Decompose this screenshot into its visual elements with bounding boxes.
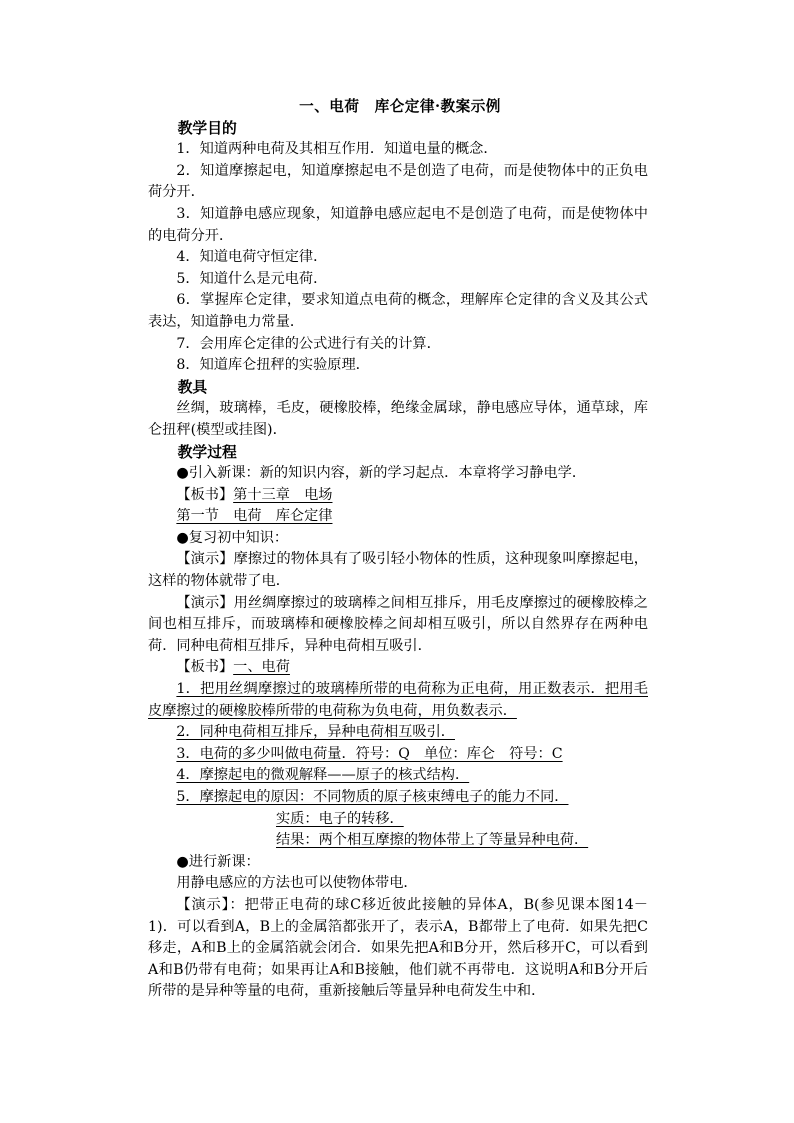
demo-paragraph: 【演示】用丝绸摩擦过的玻璃棒之间相互排斥，用毛皮摩擦过的硬橡胶棒之间也相互排斥，而玻璃棒和硬橡胶棒之间却相互吸引，所以自然界存在两种电荷．同种电荷相互排斥，异种电荷相互吸引． bbox=[148, 594, 648, 654]
demo-paragraph: 【演示】摩擦过的物体具有了吸引轻小物体的性质，这种现象叫摩擦起电，这样的物体就带了电． bbox=[148, 551, 648, 590]
goal-item: 5．知道什么是元电荷． bbox=[176, 270, 328, 287]
board-item bbox=[148, 722, 648, 744]
board-item-text: 3．电荷的多少叫做电荷量．符号：Q 单位：库仑 符号：C bbox=[176, 745, 563, 762]
chapter-title: 第十三章 电场 bbox=[233, 486, 333, 503]
lesson-content bbox=[148, 96, 648, 1003]
goal-item: 2．知道摩擦起电，知道摩擦起电不是创造了电荷，而是使物体中的正负电荷分开． bbox=[148, 162, 648, 201]
board-item-text: 1．把用丝绸摩擦过的玻璃棒所带的电荷称为正电荷，用正数表示．把用毛皮摩擦过的硬橡胶棒所带的电荷称为负电荷，用负数表示． bbox=[148, 681, 648, 719]
goal-item: 7．会用库仑定律的公式进行有关的计算． bbox=[176, 335, 441, 352]
demo-paragraph: 【演示】：把带正电荷的球C移近彼此接触的异体A，B(参见课本图14－1)．可以看到A，B上的金属箔都张开了，表示A，B都带上了电荷．如果先把C移走，A和B上的金属箔就会闭合．如果先把A和B分开，然后移开C，可以看到A和B仍带有电荷；如果再让A和B接触，他们就不再带电．这说明A和B分开后所带的是异种等量的电荷，重新接触后等量异种电荷发生中和． bbox=[148, 896, 648, 1000]
board-item-text: 5．摩擦起电的原因：不同物质的原子核束缚电子的能力不同． bbox=[176, 789, 569, 805]
goal-item: 3．知道静电感应现象，知道静电感应起电不是创造了电荷，而是使物体中的电荷分开． bbox=[148, 205, 648, 244]
section-line bbox=[148, 506, 648, 528]
board-item-text: 2．同种电荷相互排斥，异种电荷相互吸引． bbox=[176, 724, 455, 741]
result-text: 结果：两个相互摩擦的物体带上了等量异种电荷． bbox=[276, 832, 589, 849]
essence-text: 实质：电子的转移． bbox=[276, 810, 404, 827]
process-heading: 教学过程 bbox=[177, 443, 237, 461]
goal-item: 1．知道两种电荷及其相互作用．知道电量的概念． bbox=[176, 141, 498, 158]
tools-heading: 教具 bbox=[177, 378, 208, 396]
tools-text: 丝绸，玻璃棒，毛皮，硬橡胶棒，绝缘金属球，静电感应导体，通草球，库仑扭秤(模型或挂图)． bbox=[148, 400, 648, 438]
goal-item: 8．知道库仑扭秤的实验原理． bbox=[176, 357, 370, 374]
goal-item: 6．掌握库仑定律，要求知道点电荷的概念，理解库仑定律的含义及其公式表达，知道静电力常量． bbox=[148, 292, 648, 330]
goals-heading: 教学目的 bbox=[177, 119, 237, 137]
new-lesson-text: ●进行新课： bbox=[176, 853, 260, 870]
essence-line bbox=[148, 809, 648, 831]
board-line-2 bbox=[148, 657, 648, 679]
goal-item: 4．知道电荷守恒定律． bbox=[176, 249, 328, 266]
board-item-text: 4．摩擦起电的微观解释——原子的核式结构． bbox=[176, 767, 470, 784]
review-text: ●复习初中知识： bbox=[176, 529, 289, 546]
board-item bbox=[148, 744, 648, 766]
intro-text: ●引入新课：新的知识内容，新的学习起点．本章将学习静电学． bbox=[176, 465, 587, 482]
result-line bbox=[148, 830, 648, 852]
section-title: 第一节 电荷 库仑定律 bbox=[176, 508, 333, 525]
board-tag: 【板书】 bbox=[176, 659, 234, 676]
board-tag: 【板书】 bbox=[176, 486, 234, 503]
board-heading: 一、电荷 bbox=[233, 659, 290, 676]
board-line-1 bbox=[148, 485, 648, 507]
board-item bbox=[148, 765, 648, 787]
page-title: 一、电荷 库仑定律·教案示例 bbox=[299, 98, 501, 115]
board-item bbox=[148, 679, 648, 722]
board-item bbox=[148, 787, 648, 809]
induction-text: 用静电感应的方法也可以使物体带电． bbox=[176, 875, 418, 892]
